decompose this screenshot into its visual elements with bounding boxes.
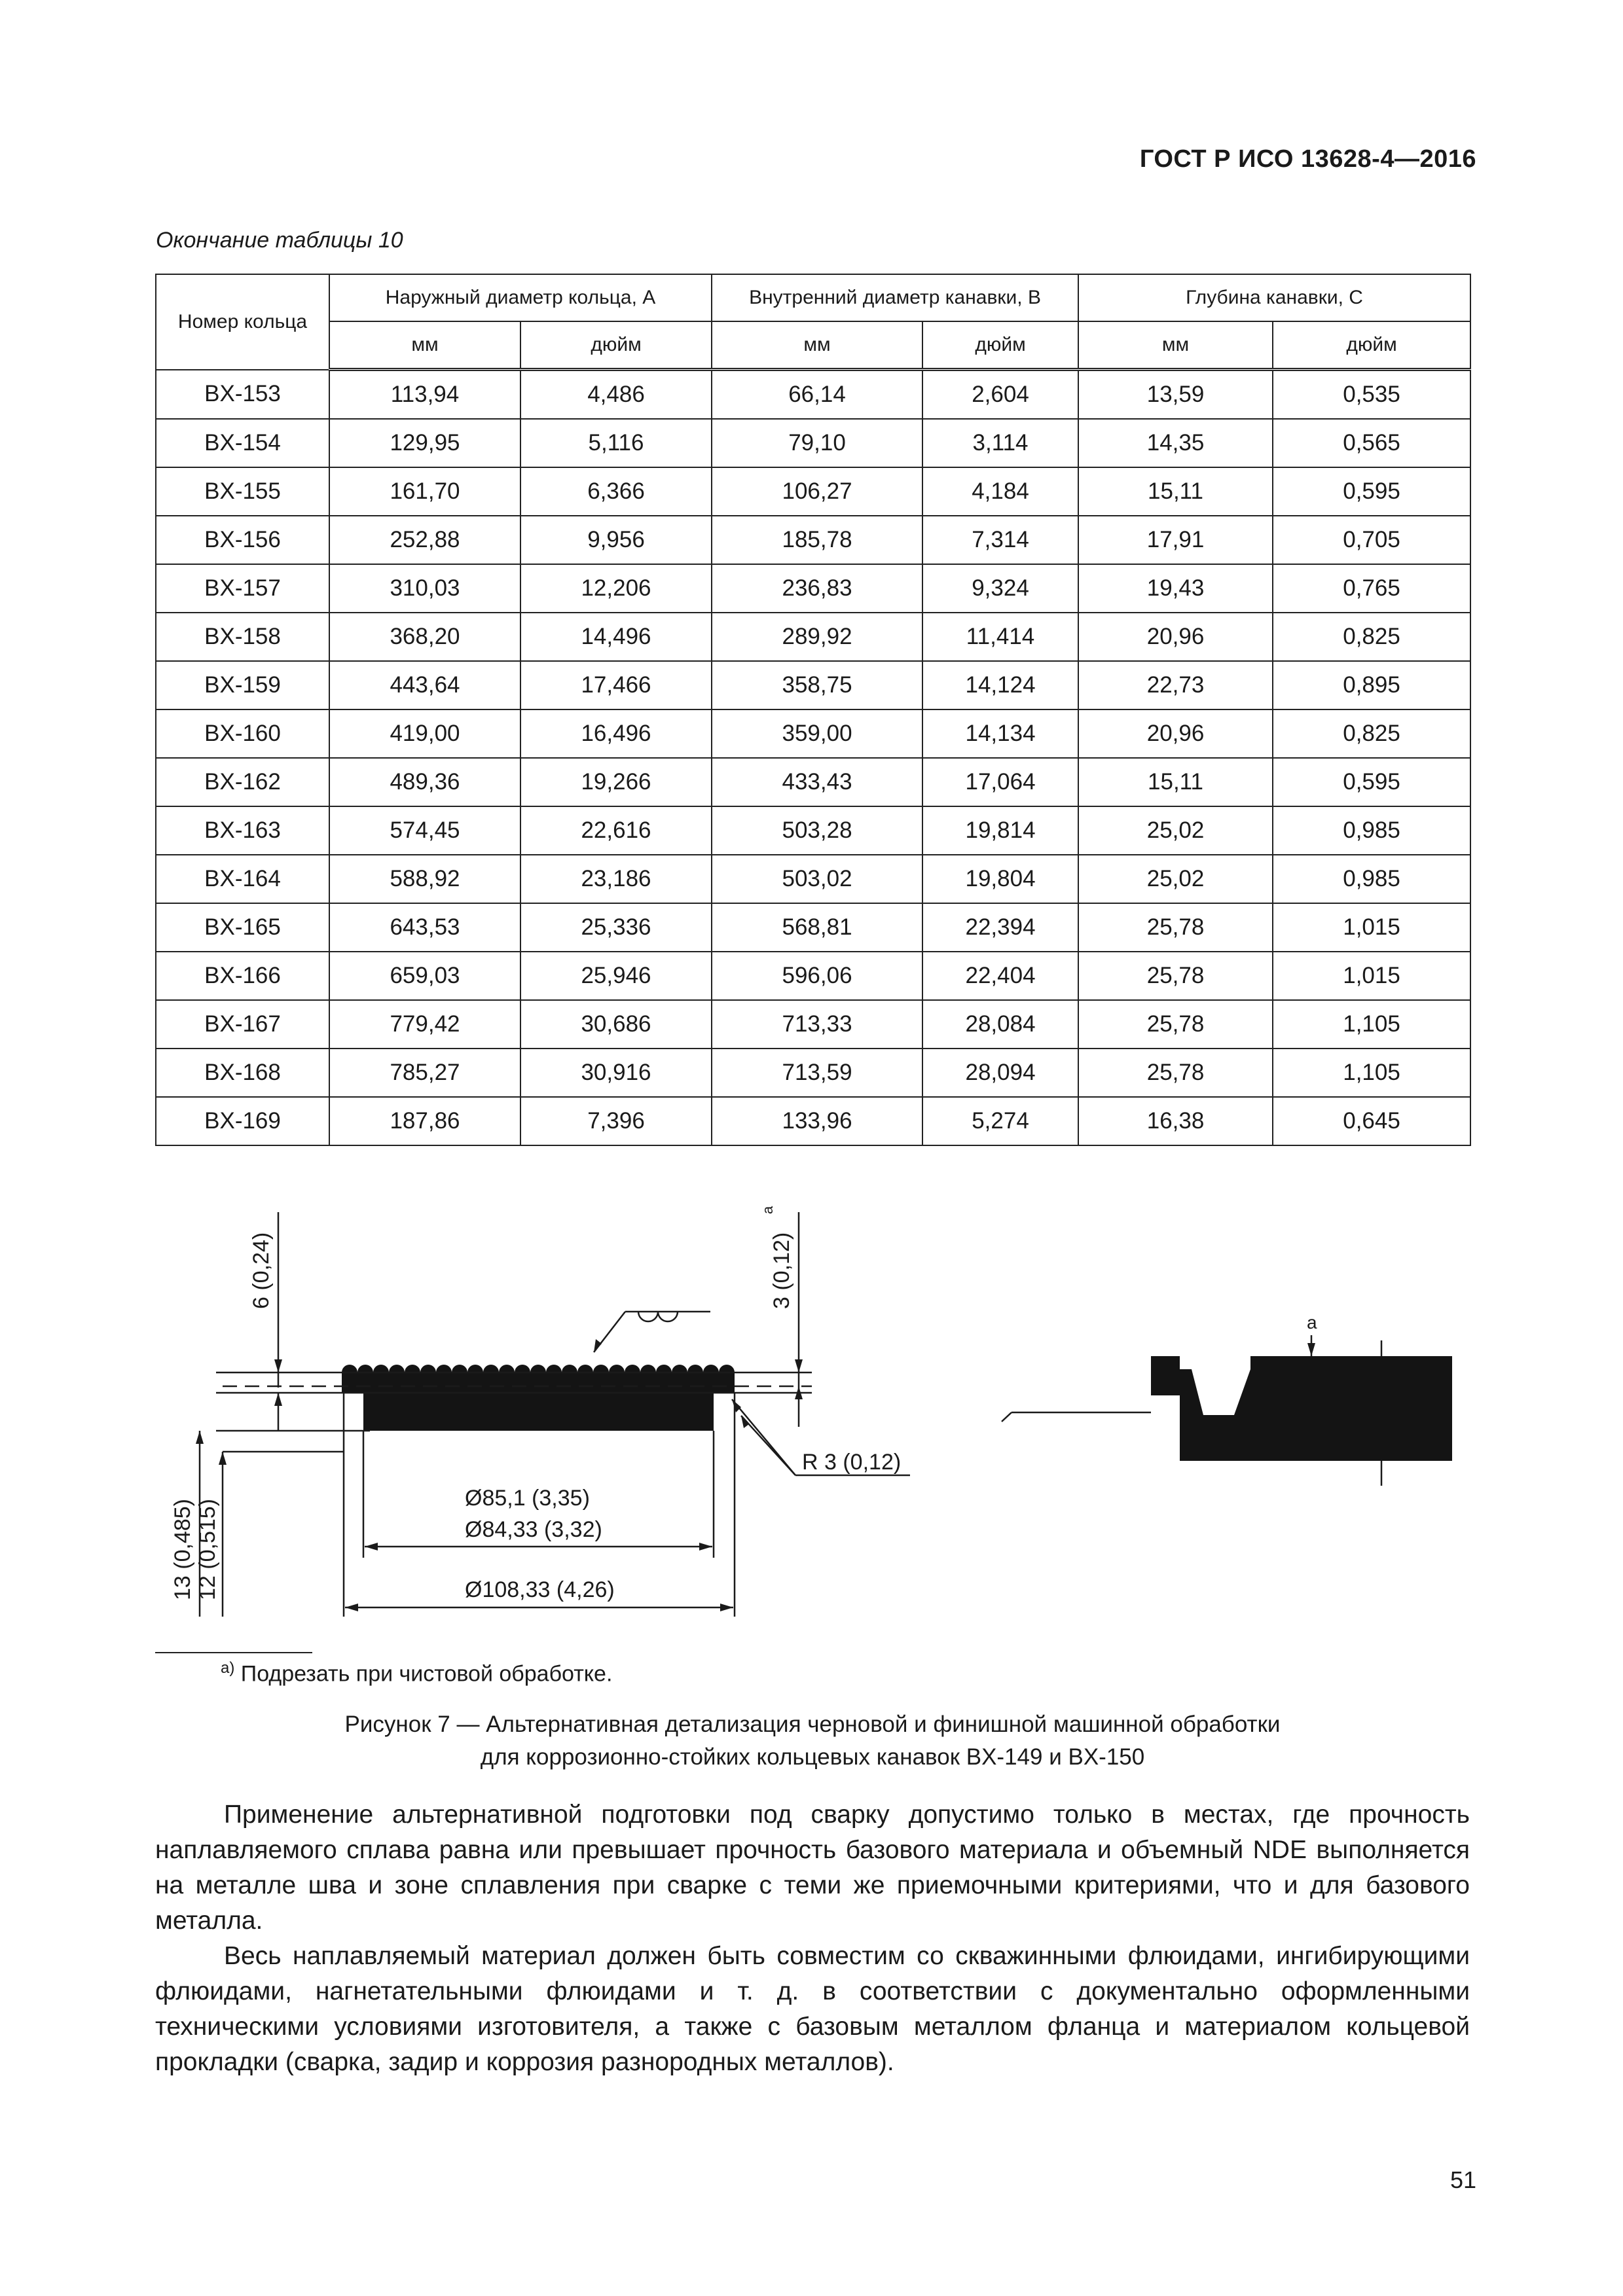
table-cell: 643,53 (329, 903, 520, 952)
table-cell: 113,94 (329, 370, 520, 420)
table-cell: 17,466 (520, 661, 712, 709)
table-cell: 252,88 (329, 516, 520, 564)
figure-footnote (221, 1659, 612, 1687)
ring-number-cell: BX-159 (156, 661, 329, 709)
table-continuation-label: Окончание таблицы 10 (156, 228, 403, 253)
table-cell: 0,825 (1273, 709, 1470, 758)
page-number: 51 (1450, 2166, 1476, 2193)
detail-a-profile (1151, 1356, 1452, 1461)
table-cell: 574,45 (329, 806, 520, 855)
footnote-divider (155, 1652, 312, 1653)
table-cell: 0,825 (1273, 613, 1470, 661)
ring-number-cell: BX-164 (156, 855, 329, 903)
table-cell: 489,36 (329, 758, 520, 806)
table-cell: 11,414 (922, 613, 1078, 661)
table-cell: 503,02 (712, 855, 922, 903)
table-cell: 5,274 (922, 1097, 1078, 1145)
dia-85-label: Ø85,1 (3,35) (465, 1486, 590, 1511)
table-cell: 9,956 (520, 516, 712, 564)
table-cell: 358,75 (712, 661, 922, 709)
table-row (156, 661, 1470, 709)
table-cell: 0,765 (1273, 564, 1470, 613)
table-cell: 0,595 (1273, 758, 1470, 806)
table-cell: 568,81 (712, 903, 922, 952)
table-cell: 30,686 (520, 1000, 712, 1049)
table-cell: 20,96 (1078, 613, 1273, 661)
table-cell: 713,59 (712, 1049, 922, 1097)
unit-header: мм (1078, 321, 1273, 370)
table-cell: 19,814 (922, 806, 1078, 855)
ring-number-cell: BX-153 (156, 370, 329, 420)
table-cell: 0,895 (1273, 661, 1470, 709)
table-row (156, 709, 1470, 758)
unit-header: дюйм (922, 321, 1078, 370)
table-row (156, 903, 1470, 952)
table-row (156, 467, 1470, 516)
table-cell: 106,27 (712, 467, 922, 516)
ring-number-cell: BX-165 (156, 903, 329, 952)
table-cell: 19,266 (520, 758, 712, 806)
table-cell: 0,565 (1273, 419, 1470, 467)
table-row (156, 370, 1470, 420)
table-cell: 14,124 (922, 661, 1078, 709)
table-row (156, 1000, 1470, 1049)
table-cell: 16,496 (520, 709, 712, 758)
table-cell: 6,366 (520, 467, 712, 516)
table-row (156, 1049, 1470, 1097)
document-standard-header: ГОСТ Р ИСО 13628-4—2016 (1139, 145, 1476, 173)
table-row (156, 952, 1470, 1000)
groove-body (363, 1391, 714, 1431)
table-cell: 4,486 (520, 370, 712, 420)
ring-number-header: Номер кольца (156, 274, 329, 370)
ring-number-cell: BX-158 (156, 613, 329, 661)
table-body (156, 370, 1470, 1146)
footnote-mark: а) (221, 1659, 235, 1677)
figure-labels (170, 1206, 1317, 1602)
table-cell: 187,86 (329, 1097, 520, 1145)
table-cell: 236,83 (712, 564, 922, 613)
unit-header: дюйм (520, 321, 712, 370)
table-cell: 443,64 (329, 661, 520, 709)
table-cell: 289,92 (712, 613, 922, 661)
table-cell: 0,985 (1273, 855, 1470, 903)
table-cell: 3,114 (922, 419, 1078, 467)
table-cell: 25,336 (520, 903, 712, 952)
table-cell: 14,496 (520, 613, 712, 661)
table-row (156, 806, 1470, 855)
table-cell: 1,015 (1273, 903, 1470, 952)
table-cell: 28,084 (922, 1000, 1078, 1049)
ring-number-cell: BX-163 (156, 806, 329, 855)
unit-header: мм (712, 321, 922, 370)
serrated-face (342, 1365, 735, 1393)
ring-number-cell: BX-157 (156, 564, 329, 613)
footnote-text: Подрезать при чистовой обработке. (240, 1661, 613, 1687)
unit-header: дюйм (1273, 321, 1470, 370)
table-cell: 7,396 (520, 1097, 712, 1145)
detail-a-view (1002, 1335, 1452, 1486)
table-cell: 25,02 (1078, 855, 1273, 903)
outer-diameter-header: Наружный диаметр кольца, A (329, 274, 712, 321)
groove-depth-header: Глубина канавки, C (1078, 274, 1470, 321)
table-cell: 79,10 (712, 419, 922, 467)
table-cell: 25,78 (1078, 1049, 1273, 1097)
table-cell: 25,78 (1078, 903, 1273, 952)
ring-number-cell: BX-160 (156, 709, 329, 758)
table-cell: 23,186 (520, 855, 712, 903)
table-cell: 713,33 (712, 1000, 922, 1049)
table-cell: 2,604 (922, 370, 1078, 420)
table-cell: 588,92 (329, 855, 520, 903)
table-cell: 15,11 (1078, 758, 1273, 806)
table-cell: 503,28 (712, 806, 922, 855)
ring-number-cell: BX-154 (156, 419, 329, 467)
table-cell: 419,00 (329, 709, 520, 758)
table-cell: 15,11 (1078, 467, 1273, 516)
table-cell: 659,03 (329, 952, 520, 1000)
table-row (156, 419, 1470, 467)
table-cell: 0,535 (1273, 370, 1470, 420)
table-cell: 1,105 (1273, 1049, 1470, 1097)
table-cell: 22,404 (922, 952, 1078, 1000)
table-cell: 7,314 (922, 516, 1078, 564)
ring-number-cell: BX-155 (156, 467, 329, 516)
table-cell: 22,616 (520, 806, 712, 855)
dim-3-footnote-mark: a (759, 1206, 776, 1214)
table-cell: 25,78 (1078, 952, 1273, 1000)
detail-a-label: a (1307, 1312, 1317, 1333)
ring-number-cell: BX-167 (156, 1000, 329, 1049)
table-row (156, 1097, 1470, 1145)
table-cell: 9,324 (922, 564, 1078, 613)
table-cell: 28,094 (922, 1049, 1078, 1097)
dim-6-label: 6 (0,24) (249, 1232, 274, 1309)
figure-7-drawing (0, 1191, 1623, 1649)
table-cell: 433,43 (712, 758, 922, 806)
table-cell: 0,645 (1273, 1097, 1470, 1145)
table-cell: 25,78 (1078, 1000, 1273, 1049)
unit-header: мм (329, 321, 520, 370)
figure-caption-line2: для коррозионно-стойких кольцевых канавок BX-149 и BX-150 (480, 1744, 1145, 1770)
table-cell: 368,20 (329, 613, 520, 661)
inner-diameter-header: Внутренний диаметр канавки, B (712, 274, 1078, 321)
table-cell: 161,70 (329, 467, 520, 516)
table-cell: 129,95 (329, 419, 520, 467)
ring-groove-profile (342, 1365, 735, 1431)
ring-number-cell: BX-169 (156, 1097, 329, 1145)
ring-number-cell: BX-156 (156, 516, 329, 564)
table-cell: 19,43 (1078, 564, 1273, 613)
table-cell: 4,184 (922, 467, 1078, 516)
table-row (156, 758, 1470, 806)
table-cell: 0,595 (1273, 467, 1470, 516)
ring-number-cell: BX-162 (156, 758, 329, 806)
table-row (156, 516, 1470, 564)
dim-3-label: 3 (0,12) (769, 1232, 794, 1309)
table-cell: 22,394 (922, 903, 1078, 952)
table-cell: 13,59 (1078, 370, 1273, 420)
body-paragraph-1: Применение альтернативной подготовки под сварку допустимо только в местах, где прочность наплавляемого сплава равна или превышает прочность базового материала и объемный NDE выполняется на металле шва и зоне сплавления при сварке с теми же приемочными критериями, что и для базового металла. (155, 1801, 1470, 1935)
table-cell: 359,00 (712, 709, 922, 758)
figure-caption-line1: Рисунок 7 — Альтернативная детализация черновой и финишной машинной обработки (344, 1712, 1281, 1737)
table-cell: 133,96 (712, 1097, 922, 1145)
table-row (156, 613, 1470, 661)
dia-108-label: Ø108,33 (4,26) (465, 1577, 615, 1602)
radius-label: R 3 (0,12) (802, 1450, 902, 1475)
dia-84-label: Ø84,33 (3,32) (465, 1517, 602, 1542)
ring-groove-table (155, 274, 1471, 1146)
table-cell: 0,985 (1273, 806, 1470, 855)
table-row (156, 855, 1470, 903)
table-cell: 310,03 (329, 564, 520, 613)
table-cell: 17,064 (922, 758, 1078, 806)
ring-number-cell: BX-168 (156, 1049, 329, 1097)
table-cell: 19,804 (922, 855, 1078, 903)
table-cell: 779,42 (329, 1000, 520, 1049)
dim-12-label: 12 (0,515) (195, 1499, 220, 1600)
ring-number-cell: BX-166 (156, 952, 329, 1000)
table-cell: 25,02 (1078, 806, 1273, 855)
table-cell: 596,06 (712, 952, 922, 1000)
table-row (156, 564, 1470, 613)
table-cell: 12,206 (520, 564, 712, 613)
table-cell: 14,134 (922, 709, 1078, 758)
table-cell: 20,96 (1078, 709, 1273, 758)
table-cell: 5,116 (520, 419, 712, 467)
table-cell: 785,27 (329, 1049, 520, 1097)
table-cell: 0,705 (1273, 516, 1470, 564)
table-cell: 66,14 (712, 370, 922, 420)
table-cell: 16,38 (1078, 1097, 1273, 1145)
table-cell: 25,946 (520, 952, 712, 1000)
table-cell: 17,91 (1078, 516, 1273, 564)
table-cell: 1,015 (1273, 952, 1470, 1000)
table-cell: 1,105 (1273, 1000, 1470, 1049)
body-paragraph-2: Весь наплавляемый материал должен быть совместим со скважинными флюидами, ингибирующими флюидами, нагнетательными флюидами и т. д. в соответствии с документально оформленными техническими условиями изготовителя, а также с базовым металлом фланца и материалом кольцевой прокладки (сварка, задир и коррозия разнородных металлов). (155, 1942, 1470, 2076)
table-cell: 30,916 (520, 1049, 712, 1097)
table-cell: 185,78 (712, 516, 922, 564)
dim-13-label: 13 (0,485) (170, 1499, 195, 1600)
table-cell: 22,73 (1078, 661, 1273, 709)
table-cell: 14,35 (1078, 419, 1273, 467)
